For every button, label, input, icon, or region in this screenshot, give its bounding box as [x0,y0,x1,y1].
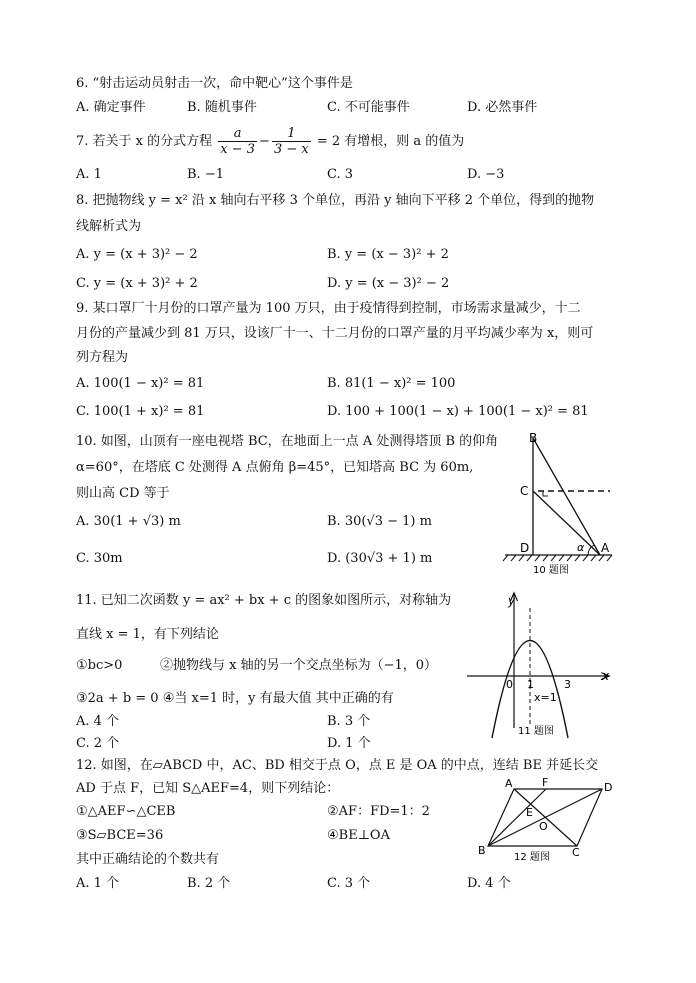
q11-figure [462,588,616,740]
q8-line-2: 线解析式为 [76,219,142,234]
q12-conclusion-4: ④BE⊥OA [327,828,390,843]
q7-option-b: B. −1 [187,167,224,182]
q8-option-a: A. y = (x + 3)² − 2 [76,247,198,262]
q12-option-c: C. 3 个 [327,876,371,891]
q11-label-x: x [602,669,610,683]
q10-label-alpha: α [577,541,585,554]
q6-stem: 6. “射击运动员射击一次，命中靶心”这个事件是 [76,76,353,91]
q8-option-b: B. y = (x − 3)² + 2 [327,247,449,262]
q10-line-2: α=60°，在塔底 C 处测得 A 点俯角 β=45°，已知塔高 BC 为 60m, [76,460,474,475]
q12-conclusion-1: ①△AEF∽△CEB [76,804,176,819]
q7-f2-den: 3 − x [273,142,309,157]
q12-conclusion-2: ②AF：FD=1：2 [327,804,430,819]
q12-label-b: B [478,844,486,857]
q12-line-bf [488,789,546,846]
q8-option-c: C. y = (x + 3)² + 2 [76,276,198,291]
q12-line-1: 12. 如图，在▱ABCD 中，AC、BD 相交于点 O，点 E 是 OA 的中点，连结 BE 并延长交 [76,758,599,773]
q11-label-one: 1 [527,678,534,691]
q7-suffix: = 2 有增根，则 a 的值为 [316,134,465,149]
q12-option-b: B. 2 个 [187,876,231,891]
q11-line-2: 直线 x = 1，有下列结论 [76,627,219,642]
q11-caption: 11 题图 [518,726,554,737]
q11-line-1: 11. 已知二次函数 y = ax² + bx + c 的图象如图所示，对称轴为 [76,593,452,608]
q9-line-1: 9. 某口罩厂十月份的口罩产量为 100 万只，由于疫情得到控制，市场需求量减少，十二 [76,301,581,316]
q7-prefix: 7. 若关于 x 的分式方程 [76,134,213,149]
q9-option-d: D. 100 + 100(1 − x) + 100(1 − x)² = 81 [327,404,589,419]
q8-line-1: 8. 把抛物线 y = x² 沿 x 轴向右平移 3 个单位，再沿 y 轴向下平移 2 个单位，得到的抛物 [76,193,595,208]
q10-label-a: A [601,541,610,555]
q12-label-e: E [526,806,533,819]
q6-option-a: A. 确定事件 [76,100,146,115]
q10-line-ca [533,491,600,555]
q11-conclusion-3: ③2a + b = 0 ④当 x=1 时，y 有最大值 其中正确的有 [76,691,394,706]
q12-line-3: 其中正确结论的个数共有 [76,852,220,867]
q9-line-2: 月份的产量减少到 81 万只，设该厂十一、十二月份的口罩产量的月平均减少率为 x，则可 [76,326,594,341]
q11-label-y: y [508,594,516,608]
q11-label-origin: 0 [506,678,513,691]
q11-option-b: B. 3 个 [327,714,371,729]
q7-stem: 7. 若关于 x 的分式方程 $\frac{a}{x - 3}$ − $\frac{1}{3 - x}$ = 2 有增根，则 a 的值为 [76,126,465,157]
q10-option-c: C. 30m [76,551,123,566]
q10-line-3: 则山高 CD 等于 [76,486,170,501]
q10-label-d: D [520,541,530,555]
q9-line-3: 列方程为 [76,350,129,365]
q12-figure [472,774,622,866]
q10-caption: 10 题图 [533,565,569,576]
q12-label-f: F [542,776,549,789]
q7-f1-den: x − 3 [220,142,256,157]
q10-figure [500,430,620,580]
q7-fraction-1 [218,126,257,157]
q12-option-d: D. 4 个 [467,876,511,891]
q7-option-c: C. 3 [327,167,354,182]
q11-option-a: A. 4 个 [76,714,120,729]
q12-line-2: AD 于点 F，已知 S△AEF=4，则下列结论： [76,781,340,796]
q7-f1-num: a [218,126,257,142]
q9-option-b: B. 81(1 − x)² = 100 [327,376,456,391]
q6-option-d: D. 必然事件 [467,100,538,115]
q11-conclusion-1: ①bc>0 [76,658,123,673]
q7-option-d: D. −3 [467,167,505,182]
q6-option-b: B. 随机事件 [187,100,257,115]
q7-fraction-2 [272,126,311,157]
q12-diagonal-bd [488,789,602,846]
q11-label-three: 3 [564,678,571,691]
q12-option-a: A. 1 个 [76,876,120,891]
q7-option-a: A. 1 [76,167,102,182]
q10-label-b: B [529,431,538,445]
q12-conclusion-3: ③S▱BCE=36 [76,828,164,843]
q12-label-d: D [604,781,613,794]
q12-label-a: A [505,777,513,790]
q12-caption: 12 题图 [514,852,550,863]
q9-option-c: C. 100(1 + x)² = 81 [76,404,205,419]
q10-option-b: B. 30(√3 − 1) m [327,514,432,529]
q11-label-axis: x=1 [534,691,557,704]
q8-option-d: D. y = (x − 3)² − 2 [327,276,450,291]
q6-option-c: C. 不可能事件 [327,100,410,115]
q11-option-c: C. 2 个 [76,736,120,751]
q11-option-d: D. 1 个 [327,736,371,751]
q10-label-c: C [520,484,529,498]
q10-option-a: A. 30(1 + √3) m [76,514,181,529]
q10-option-d: D. (30√3 + 1) m [327,551,433,566]
q12-label-c: C [572,846,580,859]
q10-line-1: 10. 如图，山顶有一座电视塔 BC，在地面上一点 A 处测得塔顶 B 的仰角 [76,434,499,449]
q12-label-o: O [539,820,548,833]
q9-option-a: A. 100(1 − x)² = 81 [76,376,205,391]
q7-f2-num: 1 [272,126,311,142]
q11-conclusion-2: ②抛物线与 x 轴的另一个交点坐标为（−1，0） [160,658,438,673]
